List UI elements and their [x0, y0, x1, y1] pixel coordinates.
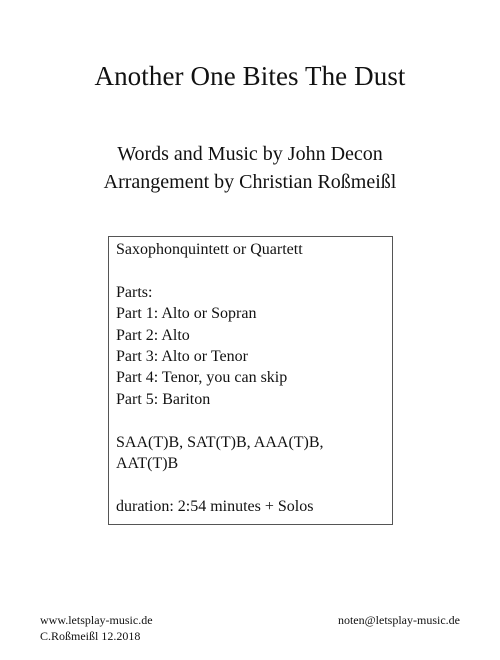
combinations-text-continued: AAT(T)B — [116, 455, 179, 473]
arrangement-credit: Arrangement by Christian Roßmeißl — [103, 171, 397, 193]
part-item: Part 3: Alto or Tenor — [116, 348, 248, 366]
combinations-text: SAA(T)B, SAT(T)B, AAA(T)B, — [116, 433, 324, 451]
footer-right — [310, 612, 460, 628]
footer-left — [40, 612, 153, 644]
spacer — [116, 410, 392, 431]
spacer — [116, 260, 392, 281]
words-music-credit: Words and Music by John Decon — [117, 143, 383, 165]
page-title: Another One Bites The Dust — [94, 61, 406, 91]
website-link[interactable]: www.letsplay-music.de — [40, 613, 153, 627]
part-item: Part 1: Alto or Sopran — [116, 305, 257, 323]
email-link[interactable]: noten@letsplay-music.de — [337, 613, 460, 627]
info-box — [108, 236, 393, 525]
part-item: Part 5: Bariton — [116, 390, 211, 408]
parts-heading: Parts: — [116, 283, 153, 301]
credits-block — [0, 140, 500, 196]
duration-text: duration: 2:54 minutes + Solos — [116, 497, 314, 515]
part-item: Part 2: Alto — [116, 326, 190, 344]
spacer — [116, 474, 392, 495]
copyright-text: C.Roßmeißl 12.2018 — [40, 629, 141, 643]
part-item: Part 4: Tenor, you can skip — [116, 369, 288, 387]
instrumentation-text: Saxophonquintett or Quartett — [116, 241, 303, 258]
